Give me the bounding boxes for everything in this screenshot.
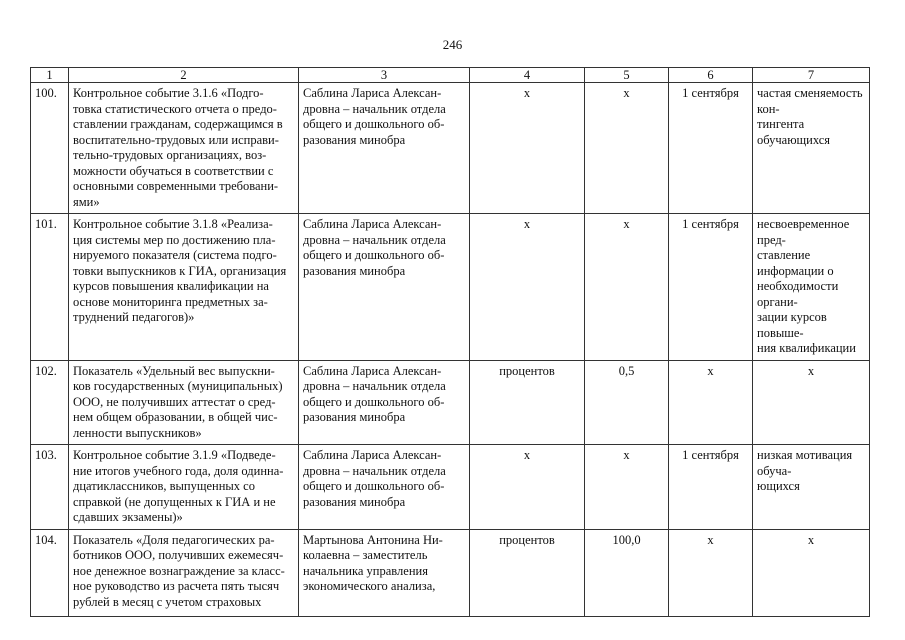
date-cell: x [669, 529, 753, 616]
value-cell: x [585, 445, 669, 530]
unit-cell: x [470, 445, 585, 530]
risk-cell: x [753, 360, 870, 445]
value-cell: x [585, 214, 669, 361]
event-cell: Контрольное событие 3.1.6 «Подго- товка статистического отчета о предо- ставлении гражданам, содержащимся в воспитательно-трудовых или исправи- тельно-трудовых организациях, воз- можности обучаться в соответствии с основными современными требовани- ями» [69, 83, 299, 214]
header-cell: 5 [585, 68, 669, 83]
table-row [31, 529, 870, 616]
risk-cell: низкая мотивация обуча- ющихся [753, 445, 870, 530]
header-cell: 4 [470, 68, 585, 83]
unit-cell: процентов [470, 529, 585, 616]
value-cell: 0,5 [585, 360, 669, 445]
plan-table [30, 67, 870, 617]
row-number: 101. [31, 214, 69, 361]
risk-cell: x [753, 529, 870, 616]
unit-cell: x [470, 214, 585, 361]
page-number: 246 [442, 37, 463, 52]
table-row [31, 214, 870, 361]
value-cell: 100,0 [585, 529, 669, 616]
responsible-cell: Саблина Лариса Алексан- дровна – начальник отдела общего и дошкольного об- разования минобра [299, 214, 470, 361]
date-cell: 1 сентября [669, 83, 753, 214]
table-row [31, 360, 870, 445]
event-cell: Контрольное событие 3.1.9 «Подведе- ние итогов учебного года, доля одинна- дцатиклассников, выпущенных со справкой (не допущенных к ГИА и не сдавших экзамены)» [69, 445, 299, 530]
event-cell: Показатель «Доля педагогических ра- ботников ООО, получивших ежемесяч- ное денежное вознаграждение за класс- ное руководство из расчета пять тысяч рублей в месяц с учетом страховых [69, 529, 299, 616]
risk-cell: несвоевременное пред- ставление информации о необходимости органи- зации курсов повыше- ния квалификации [753, 214, 870, 361]
header-cell: 2 [69, 68, 299, 83]
header-cell: 6 [669, 68, 753, 83]
row-number: 102. [31, 360, 69, 445]
table-row [31, 445, 870, 530]
event-cell: Контрольное событие 3.1.8 «Реализа- ция системы мер по достижению пла- нируемого показателя (система подго- товки выпускников к ГИА, организация курсов повышения квалификации на основе мониторинга предметных за- труднений педагогов)» [69, 214, 299, 361]
value-cell: x [585, 83, 669, 214]
date-cell: 1 сентября [669, 214, 753, 361]
table-row [31, 83, 870, 214]
unit-cell: процентов [470, 360, 585, 445]
row-number: 100. [31, 83, 69, 214]
header-row [31, 68, 870, 83]
responsible-cell: Саблина Лариса Алексан- дровна – начальник отдела общего и дошкольного об- разования минобра [299, 445, 470, 530]
header-cell: 1 [31, 68, 69, 83]
risk-cell: частая сменяемость кон- тингента обучающихся [753, 83, 870, 214]
responsible-cell: Саблина Лариса Алексан- дровна – начальник отдела общего и дошкольного об- разования минобра [299, 83, 470, 214]
row-number: 103. [31, 445, 69, 530]
unit-cell: x [470, 83, 585, 214]
date-cell: 1 сентября [669, 445, 753, 530]
header-cell: 3 [299, 68, 470, 83]
responsible-cell: Саблина Лариса Алексан- дровна – начальник отдела общего и дошкольного об- разования минобра [299, 360, 470, 445]
responsible-cell: Мартынова Антонина Ни- колаевна – заместитель начальника управления экономического анализа, [299, 529, 470, 616]
row-number: 104. [31, 529, 69, 616]
date-cell: x [669, 360, 753, 445]
event-cell: Показатель «Удельный вес выпускни- ков государственных (муниципальных) ООО, не получивших аттестат о сред- нем общем образовании, в общей чис- ленности выпускников» [69, 360, 299, 445]
header-cell: 7 [753, 68, 870, 83]
